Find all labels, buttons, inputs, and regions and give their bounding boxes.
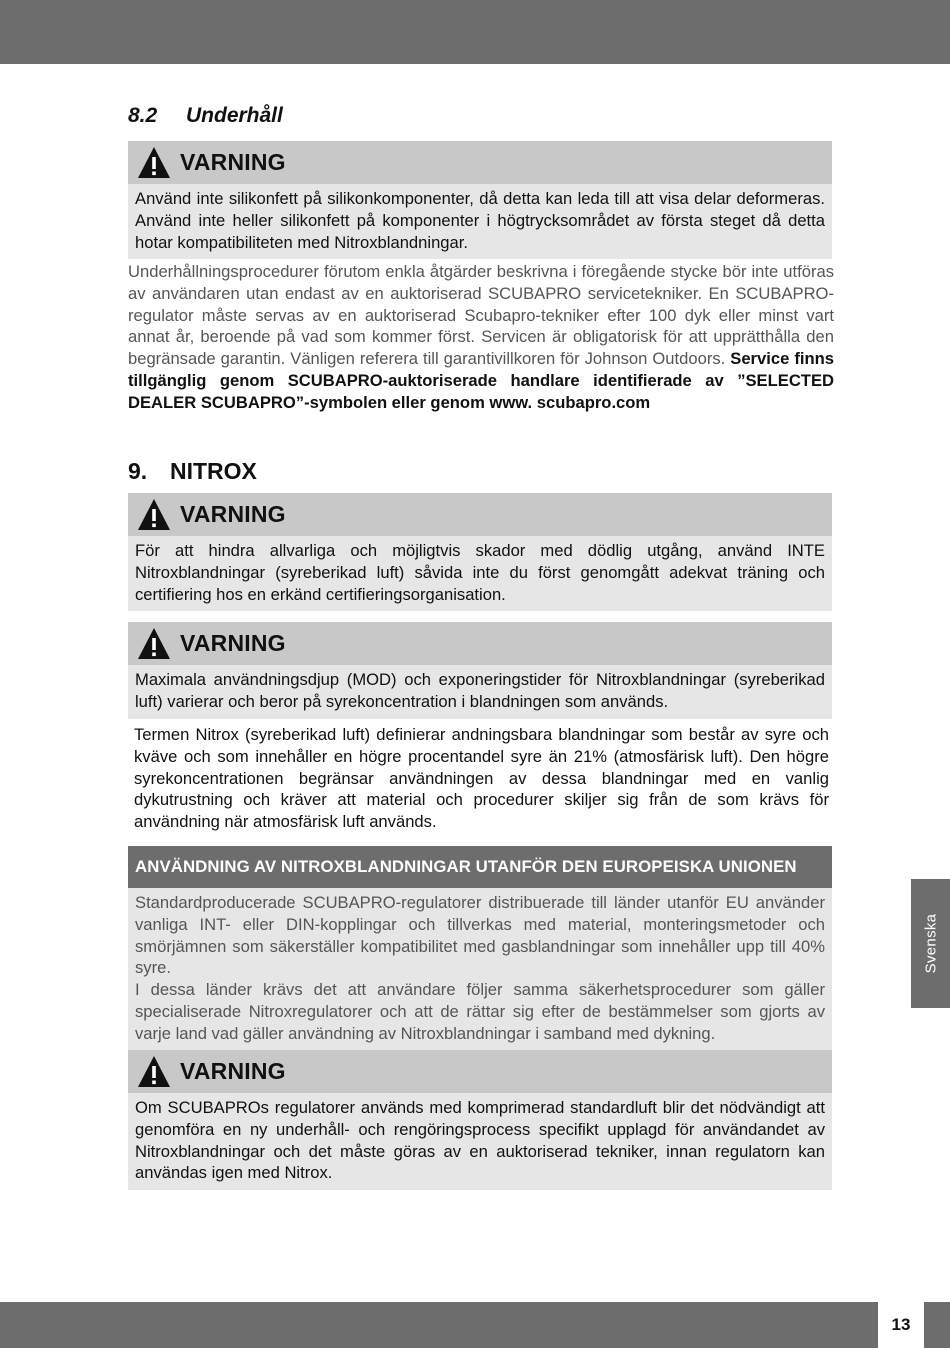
warning-triangle-icon xyxy=(136,1054,172,1090)
warning-text: Om SCUBAPROs regulatorer används med komprimerad standardluft blir det nödvändigt att genomföra en ny underhåll- och rengöringsprocess specifikt upplagd för användandet av Nitroxblandningar och det måste göras av en auktoriserad tekniker, innan regulatorn kan användas igen med Nitrox. xyxy=(135,1098,825,1183)
maintenance-text: Underhållningsprocedurer förutom enkla åtgärder beskrivna i föregående stycke bör inte utföras av användaren utan endast av en auktoriserad SCUBAPRO servicetekniker. En SCUBAPRO-regulator måste servas av en auktoriserad Scubapro-tekniker efter 100 dyk eller minst vart annat år, beroende på vad som kommer först. Servicen är obligatorisk för att upprätthålla den begränsade garantin. Vänligen referera till garantivillkoren för Johnson Outdoors. xyxy=(128,262,834,369)
warning-box xyxy=(128,622,832,719)
section-heading-8-2 xyxy=(128,104,283,128)
section-number: 9. xyxy=(128,458,148,484)
eu-section-title: ANVÄNDNING AV NITROXBLANDNINGAR UTANFÖR DEN EUROPEISKA UNIONEN xyxy=(128,846,832,888)
warning-header xyxy=(128,622,832,665)
warning-box xyxy=(128,141,832,259)
warning-box xyxy=(128,493,832,611)
section-title: NITROX xyxy=(170,458,257,484)
service-text: Service finns tillgänglig genom SCUBAPRO-auktoriserade handlare identifierade av ”SELECTED DEALER SCUBAPRO”-symbolen eller genom www. scubapro.com xyxy=(128,349,834,412)
warning-text: Använd inte silikonfett på silikonkomponenter, då detta kan leda till att visa delar deformeras. Använd inte heller silikonfett på komponenter i högtrycksområdet av första steget då detta hotar kompatibiliteten med Nitroxblandningar. xyxy=(135,189,825,252)
language-label: Svenska xyxy=(922,913,940,974)
language-side-tab xyxy=(911,879,950,1008)
warning-box xyxy=(128,1050,832,1190)
warning-header xyxy=(128,493,832,536)
warning-title: VARNING xyxy=(180,1058,286,1084)
nitrox-paragraph: Termen Nitrox (syreberikad luft) definierar andningsbara blandningar som består av syre och kväve och som innehåller en högre procentandel syre än 21% (atmosfärisk luft). Den högre syrekoncentrationen begränsar användningen av dessa blandningar med en vanlig dykutrustning och kräver att material och procedurer skiljer sig från de som krävs för användning när atmosfärisk luft används. xyxy=(134,725,829,832)
section-heading-9 xyxy=(128,458,257,485)
warning-text: För att hindra allvarliga och möjligtvis skador med dödlig utgång, använd INTE Nitroxblandningar (syreberikad luft) såvida inte du först genomgått adekvat träning och certifiering hos en erkänd certifieringsorganisation. xyxy=(135,541,825,604)
warning-text: Maximala användningsdjup (MOD) och exponeringstider för Nitroxblandningar (syreberikad luft) varierar och beror på syrekoncentration i blandningen som används. xyxy=(135,670,825,711)
warning-title: VARNING xyxy=(180,630,286,656)
warning-triangle-icon xyxy=(136,145,172,181)
bottom-bar xyxy=(0,1302,878,1348)
warning-header xyxy=(128,1050,832,1093)
eu-section-body xyxy=(128,888,832,1051)
maintenance-paragraph xyxy=(128,261,834,414)
warning-triangle-icon xyxy=(136,626,172,662)
page-number: 13 xyxy=(891,1315,911,1334)
warning-header xyxy=(128,141,832,184)
eu-paragraph-1: Standardproducerade SCUBAPRO-regulatorer distribuerade till länder utanför EU använder vanliga INT- eller DIN-kopplingar och tillverkas med material, monteringsmetoder och smörjämnen som säkerställer kompatibilitet med gasblandningar som innehåller upp till 40% syre. xyxy=(135,893,825,978)
top-bar xyxy=(0,0,950,64)
warning-triangle-icon xyxy=(136,497,172,533)
bottom-bar-end xyxy=(924,1302,950,1348)
warning-title: VARNING xyxy=(180,501,286,527)
eu-section-box xyxy=(128,846,832,1051)
section-title: Underhåll xyxy=(186,104,283,127)
section-number: 8.2 xyxy=(128,104,158,127)
warning-title: VARNING xyxy=(180,149,286,175)
eu-paragraph-2: I dessa länder krävs det att användare följer samma säkerhetsprocedurer som gäller specialiserade Nitroxregulatorer och att de rättar sig efter de bestämmelser som gjorts av varje land vad gäller användning av Nitroxblandningar i samband med dykning. xyxy=(135,980,825,1043)
